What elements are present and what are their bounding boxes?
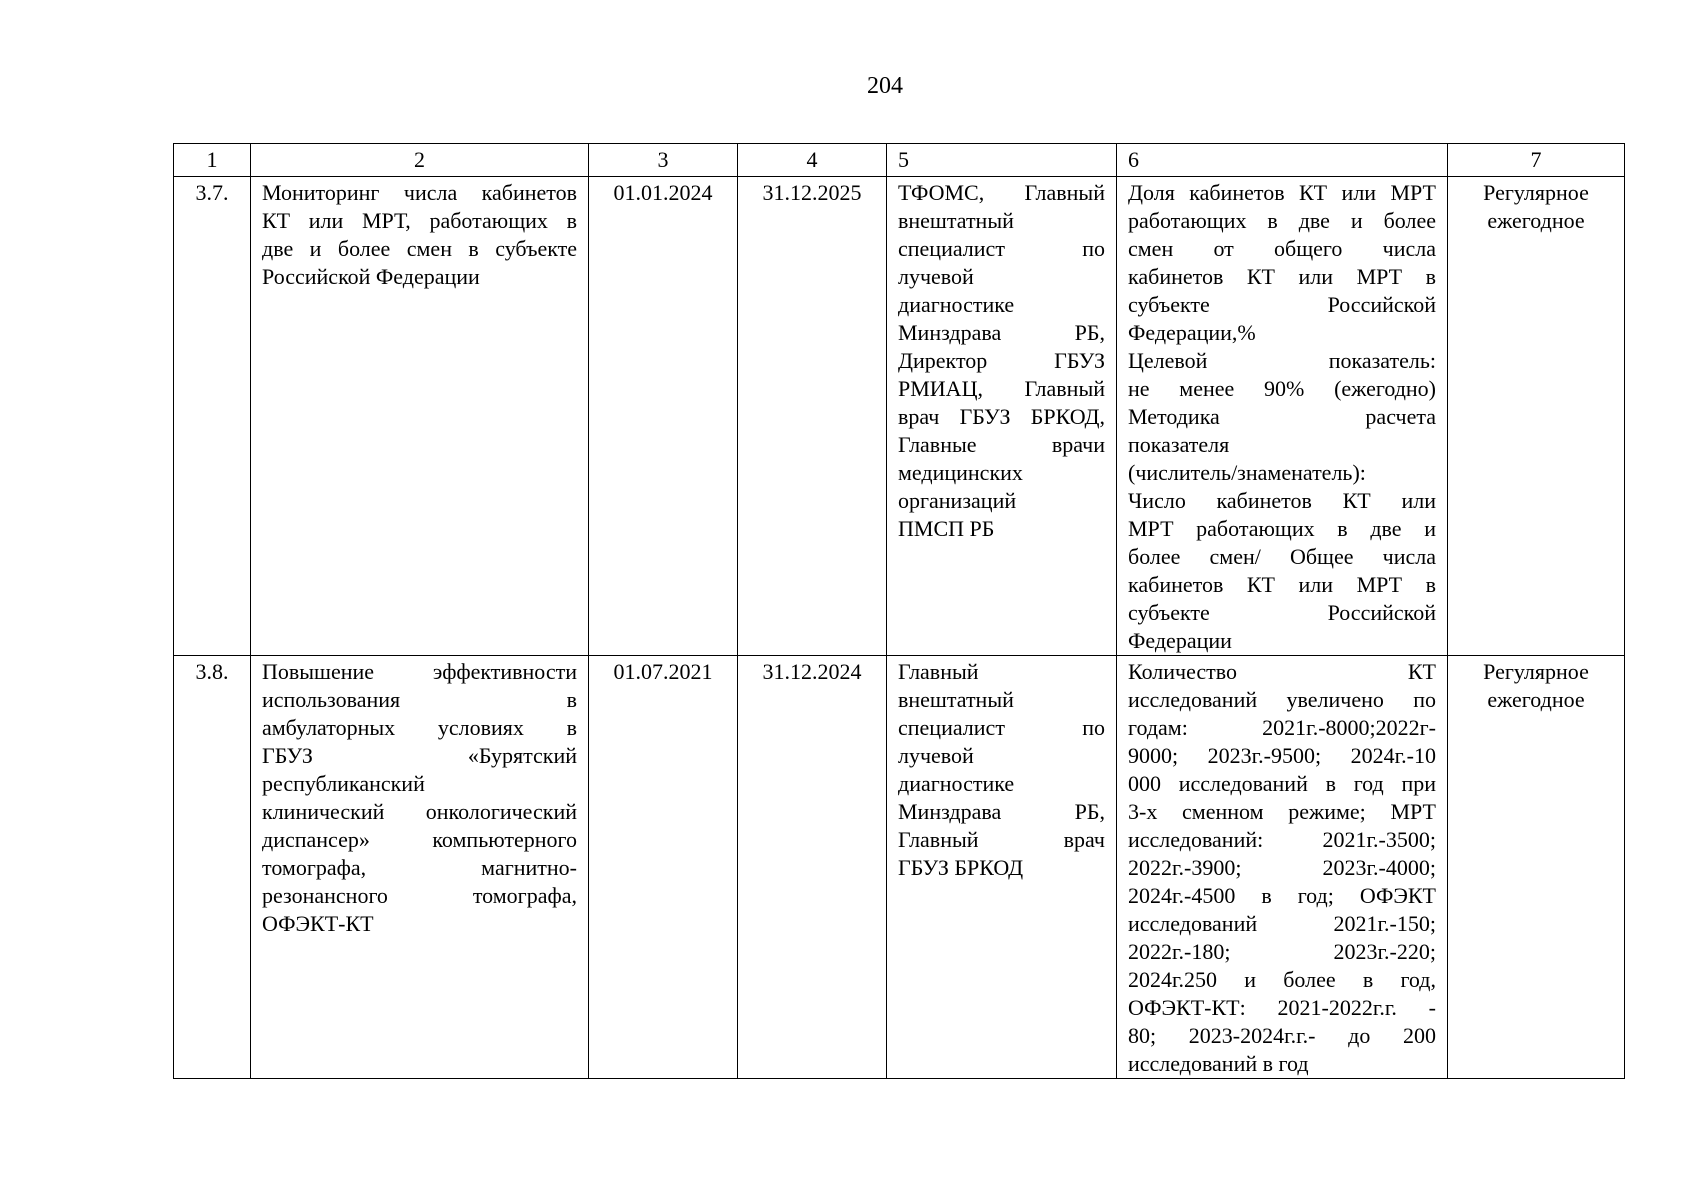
table-row: [174, 656, 1625, 1079]
header-cell-3: 3: [589, 144, 738, 177]
responsible-line: специалист по: [898, 715, 1105, 740]
indicator-line: исследований: 2021г.-3500;: [1128, 827, 1436, 852]
indicator-line: Количество КТ: [1128, 659, 1436, 684]
indicator-line: исследований в год: [1128, 1051, 1309, 1076]
periodicity-cell: [1448, 177, 1625, 656]
responsible-line: ГБУЗ БРКОД: [898, 855, 1024, 880]
indicator-line: субъекте Российской: [1128, 600, 1436, 625]
activity-line: республиканский: [262, 771, 425, 796]
header-cell-5: 5: [887, 144, 1117, 177]
indicator-line: Число кабинетов КТ или: [1128, 488, 1436, 513]
start-date: 01.07.2021: [589, 656, 738, 1079]
activity-line: две и более смен в субъекте: [262, 236, 577, 261]
activity-line: ГБУЗ «Бурятский: [262, 743, 577, 768]
header-cell-1: 1: [174, 144, 251, 177]
activity-line: резонансного томографа,: [262, 883, 577, 908]
end-date: 31.12.2025: [738, 177, 887, 656]
activity-line: Мониторинг числа кабинетов: [262, 180, 577, 205]
header-cell-2: 2: [251, 144, 589, 177]
header-cell-4: 4: [738, 144, 887, 177]
indicator-line: субъекте Российской: [1128, 292, 1436, 317]
indicator-line: Федерации,%: [1128, 320, 1256, 345]
activity-line: ОФЭКТ-КТ: [262, 911, 374, 936]
responsible-line: организаций: [898, 488, 1017, 513]
start-date: 01.01.2024: [589, 177, 738, 656]
header-cell-7: 7: [1448, 144, 1625, 177]
responsible-line: Главный врач: [898, 827, 1105, 852]
page-number: 204: [867, 73, 903, 99]
indicator-line: Доля кабинетов КТ или МРТ: [1128, 180, 1436, 205]
periodicity-line: ежегодное: [1487, 208, 1585, 233]
activity-line: томографа, магнитно-: [262, 855, 577, 880]
indicator-line: 3-х сменном режиме; МРТ: [1128, 799, 1436, 824]
indicator-line: 2022г.-180; 2023г.-220;: [1128, 939, 1436, 964]
activity-cell: [251, 656, 589, 1079]
responsible-line: внештатный: [898, 687, 1014, 712]
periodicity-line: ежегодное: [1487, 687, 1585, 712]
indicator-line: Федерации: [1128, 628, 1232, 653]
activity-line: использования в: [262, 687, 577, 712]
responsible-line: Минздрава РБ,: [898, 799, 1105, 824]
indicator-line: 000 исследований в год при: [1128, 771, 1436, 796]
indicator-line: не менее 90% (ежегодно): [1128, 376, 1436, 401]
responsible-line: диагностике: [898, 771, 1015, 796]
indicator-line: 2024г.250 и более в год,: [1128, 967, 1436, 992]
activity-line: диспансер» компьютерного: [262, 827, 577, 852]
indicator-line: Методика расчета: [1128, 404, 1436, 429]
indicator-line: 2022г.-3900; 2023г.-4000;: [1128, 855, 1436, 880]
indicator-cell: [1117, 656, 1448, 1079]
row-number: 3.8.: [174, 656, 251, 1079]
plan-table: [173, 143, 1625, 1079]
responsible-line: специалист по: [898, 236, 1105, 261]
periodicity-line: Регулярное: [1483, 180, 1589, 205]
activity-line: Повышение эффективности: [262, 659, 577, 684]
indicator-cell: [1117, 177, 1448, 656]
indicator-line: МРТ работающих в две и: [1128, 516, 1436, 541]
indicator-line: кабинетов КТ или МРТ в: [1128, 264, 1436, 289]
responsible-line: Минздрава РБ,: [898, 320, 1105, 345]
responsible-line: РМИАЦ, Главный: [898, 376, 1105, 401]
indicator-line: более смен/ Общее числа: [1128, 544, 1436, 569]
activity-line: Российской Федерации: [262, 264, 480, 289]
responsible-line: внештатный: [898, 208, 1014, 233]
responsible-cell: [887, 656, 1117, 1079]
responsible-line: Главный: [898, 659, 979, 684]
responsible-line: ПМСП РБ: [898, 516, 995, 541]
responsible-line: врач ГБУЗ БРКОД,: [898, 404, 1105, 429]
indicator-line: Целевой показатель:: [1128, 348, 1436, 373]
header-cell-6: 6: [1117, 144, 1448, 177]
responsible-line: диагностике: [898, 292, 1015, 317]
indicator-line: исследований 2021г.-150;: [1128, 911, 1436, 936]
indicator-line: годам: 2021г.-8000;2022г-: [1128, 715, 1436, 740]
indicator-line: 9000; 2023г.-9500; 2024г.-10: [1128, 743, 1436, 768]
indicator-line: (числитель/знаменатель):: [1128, 460, 1366, 485]
responsible-cell: [887, 177, 1117, 656]
indicator-line: ОФЭКТ-КТ: 2021-2022г.г. -: [1128, 995, 1436, 1020]
indicator-line: исследований увеличено по: [1128, 687, 1436, 712]
end-date: 31.12.2024: [738, 656, 887, 1079]
table-row: [174, 177, 1625, 656]
responsible-line: лучевой: [898, 743, 974, 768]
responsible-line: лучевой: [898, 264, 974, 289]
indicator-line: показателя: [1128, 432, 1230, 457]
activity-cell: [251, 177, 589, 656]
activity-line: КТ или МРТ, работающих в: [262, 208, 577, 233]
indicator-line: смен от общего числа: [1128, 236, 1436, 261]
periodicity-line: Регулярное: [1483, 659, 1589, 684]
responsible-line: Главные врачи: [898, 432, 1105, 457]
indicator-line: работающих в две и более: [1128, 208, 1436, 233]
activity-line: амбулаторных условиях в: [262, 715, 577, 740]
activity-line: клинический онкологический: [262, 799, 577, 824]
indicator-line: 2024г.-4500 в год; ОФЭКТ: [1128, 883, 1436, 908]
responsible-line: Директор ГБУЗ: [898, 348, 1105, 373]
indicator-line: 80; 2023-2024г.г.- до 200: [1128, 1023, 1436, 1048]
row-number: 3.7.: [174, 177, 251, 656]
periodicity-cell: [1448, 656, 1625, 1079]
responsible-line: ТФОМС, Главный: [898, 180, 1105, 205]
indicator-line: кабинетов КТ или МРТ в: [1128, 572, 1436, 597]
header-row: [174, 144, 1625, 177]
responsible-line: медицинских: [898, 460, 1023, 485]
